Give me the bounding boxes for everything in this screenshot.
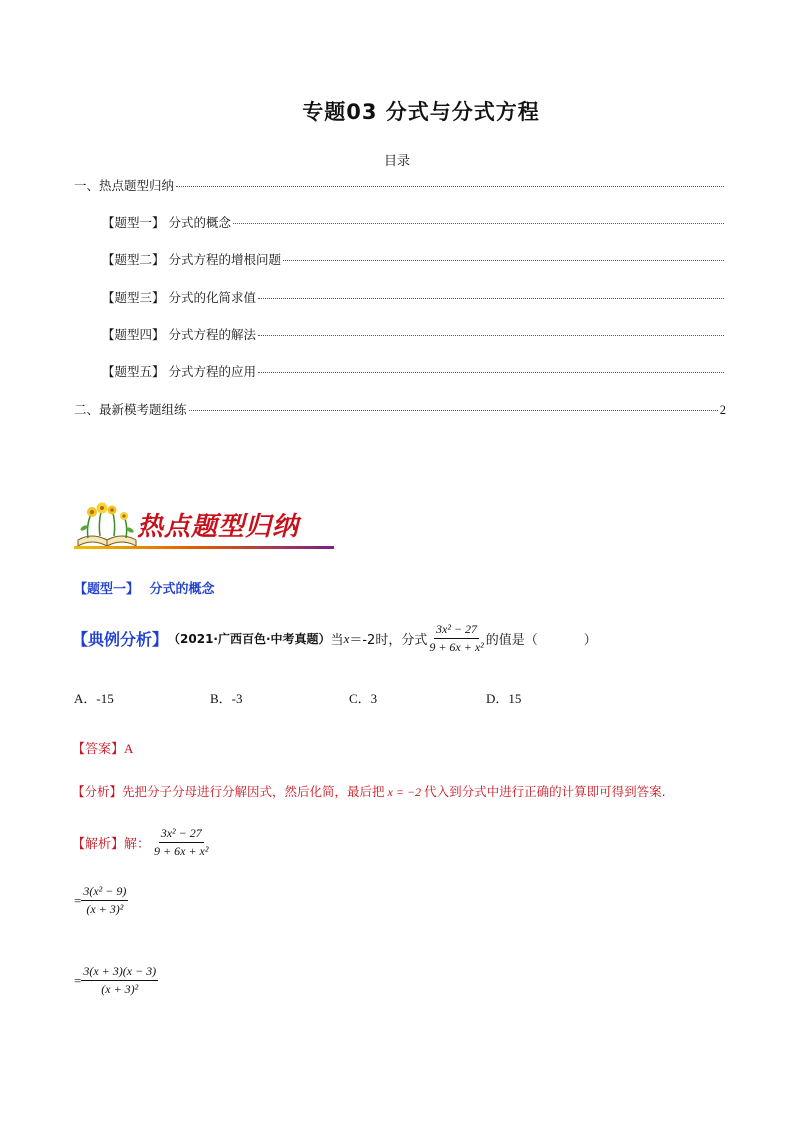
stem-fraction-numerator: 3x² − 27 (434, 622, 479, 639)
problem-type-label: 【题型一】 (74, 582, 140, 597)
toc-leader-dots (189, 410, 718, 411)
toc-entry[interactable] (102, 250, 726, 268)
stem-text-pre: 当 (330, 633, 344, 648)
toc-heading: 目录 (383, 154, 410, 169)
toc-entry[interactable] (74, 400, 726, 418)
toc-entry-page: 2 (719, 403, 726, 417)
toc-entry[interactable] (74, 176, 726, 194)
toc-entry-label: 一、热点题型归纳 (74, 178, 175, 193)
problem-type-heading (74, 578, 215, 597)
solution-fraction-numerator: 3x² − 27 (159, 826, 204, 843)
stem-fraction-denominator: 9 + 6x + x² (429, 640, 484, 654)
step-1-fraction (81, 884, 128, 917)
step-2-denominator: (x + 3)² (101, 982, 139, 996)
toc-leader-dots (283, 260, 724, 261)
toc-entry[interactable] (102, 325, 726, 343)
toc-entry-label: 【题型四】 分式方程的解法 (102, 327, 256, 342)
step-1-denominator: (x + 3)² (86, 902, 124, 916)
book-flowers-icon (74, 500, 140, 552)
toc-entry[interactable] (102, 213, 726, 231)
toc-entry[interactable] (102, 362, 726, 380)
step-1-equals: = (74, 892, 82, 908)
section-banner (74, 500, 334, 556)
stem-text-end: ） (583, 633, 597, 648)
analysis-tag: 【分析】 (72, 784, 123, 799)
solution-step-1 (74, 884, 128, 917)
step-2-fraction (81, 964, 158, 997)
stem-text-mid: 时，分式 (375, 633, 428, 648)
toc-leader-dots (176, 186, 724, 187)
solution-fraction-denominator: 9 + 6x + x² (154, 844, 209, 858)
analysis-line (72, 782, 666, 800)
toc-entry-label: 【题型二】 分式方程的增根问题 (102, 252, 281, 267)
solution-fraction (152, 826, 210, 859)
problem-source: （2021·广西百色·中考真题） (168, 632, 331, 646)
solution-tag: 【解析】 (72, 837, 125, 852)
toc-leader-dots (258, 298, 724, 299)
banner-underline (74, 546, 334, 549)
answer-options (74, 688, 521, 707)
stem-fraction (427, 622, 485, 655)
example-tag: 【典例分析】 (72, 630, 169, 649)
page-title: 专题03 分式与分式方程 (302, 100, 540, 124)
solution-step-2 (74, 964, 158, 997)
option-b[interactable]: B．-3 (210, 691, 243, 706)
answer-line (72, 738, 133, 757)
analysis-math: x = −2 (387, 785, 422, 799)
step-2-equals: = (74, 972, 82, 988)
analysis-text-pre: 先把分子分母进行分解因式，然后化简，最后把 (122, 784, 385, 799)
option-c[interactable]: C．3 (349, 691, 378, 706)
toc-entry-label: 二、最新模考题组练 (74, 402, 187, 417)
toc-entry-label: 【题型五】 分式方程的应用 (102, 364, 256, 379)
toc-leader-dots (258, 372, 724, 373)
step-1-numerator: 3(x² − 9) (81, 884, 128, 901)
toc-leader-dots (258, 335, 724, 336)
answer-value: A (124, 741, 134, 756)
analysis-text-post: 代入到分式中进行正确的计算即可得到答案. (424, 784, 666, 799)
option-d[interactable]: D．15 (486, 691, 522, 706)
problem-stem (72, 622, 597, 655)
solution-line (72, 826, 210, 859)
step-2-numerator: 3(x + 3)(x − 3) (81, 964, 158, 981)
toc-leader-dots (233, 223, 724, 224)
toc-entry-label: 【题型一】 分式的概念 (102, 215, 231, 230)
answer-tag: 【答案】 (72, 742, 125, 757)
toc-entry-label: 【题型三】 分式的化简求值 (102, 290, 256, 305)
option-a[interactable]: A．-15 (74, 691, 114, 706)
stem-variable: x (343, 630, 350, 646)
solution-text-pre: 解： (124, 837, 151, 852)
problem-type-name: 分式的概念 (149, 582, 215, 597)
stem-text-post: 的值是（ (485, 633, 538, 648)
toc-entry[interactable] (102, 288, 726, 306)
stem-equals: ＝-2 (349, 633, 376, 648)
section-banner-title: 热点题型归纳 (137, 512, 300, 542)
